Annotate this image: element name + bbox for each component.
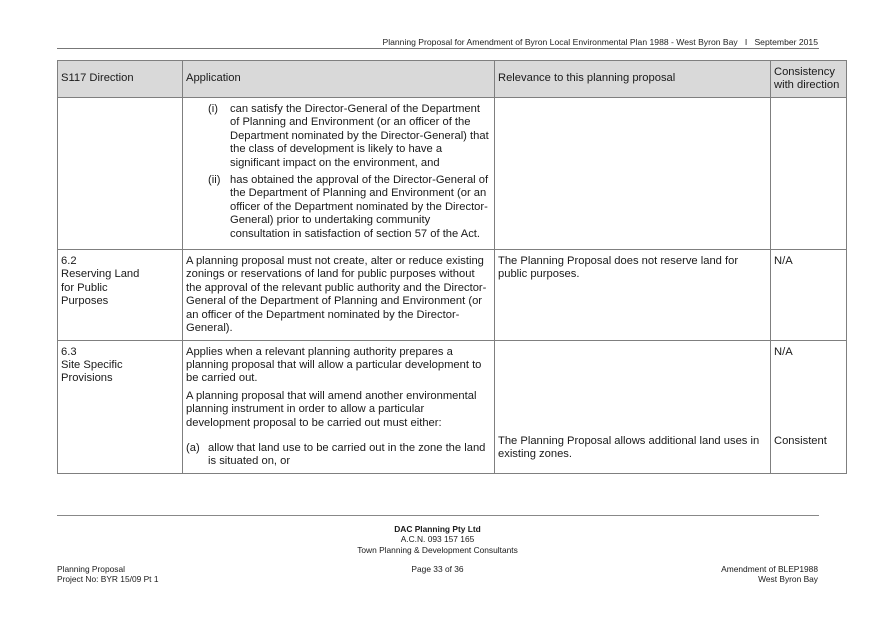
header-title: Planning Proposal for Amendment of Byron Local Environmental Plan 1988 - West Byron Bay [382,37,738,47]
list-item [186,442,491,469]
table-row-6-2 [58,250,847,340]
cell-consistency-6-2: N/A [771,250,847,340]
list-item [186,103,491,170]
cell-relevance-6-3 [495,340,771,473]
list-item [186,174,491,241]
application-paragraph: Applies when a relevant planning authority prepares a planning proposal that will allow a particular development to be carried out. [186,345,482,385]
direction-number: 6.3 [61,345,77,358]
cell-direction-empty [58,98,183,250]
item-text: can satisfy the Director-General of the Department of Planning and Environment (or an officer of the Department nominated by the Director-General) that the class of development is likely to have a significant impact on the environment, and [230,103,489,169]
footer-location: West Byron Bay [758,574,818,585]
cell-application-6-3 [183,340,495,473]
header-separator: I [744,37,748,47]
footer-company-block [0,524,875,555]
consistency-value: Consistent [774,434,827,447]
item-label: (a) [186,441,200,454]
cell-consistency-empty [771,98,847,250]
footer-rule [57,515,819,516]
item-text: allow that land use to be carried out in the zone the land is situated on, or [208,441,486,468]
cell-direction-6-3 [58,340,183,473]
item-label: (i) [208,103,218,115]
footer-doc-type: Planning Proposal [57,564,125,574]
header-rule [57,48,819,49]
header-date: September 2015 [754,37,818,47]
cell-consistency-6-3 [771,340,847,473]
cell-application-continuation [183,98,495,250]
column-header-application: Application [183,61,495,98]
column-header-consistency: Consistency with direction [771,61,847,98]
table-row-6-3 [58,340,847,473]
direction-number: 6.2 [61,255,77,268]
item-text: has obtained the approval of the Director-General of the Department of Planning and Environment (or an officer of the Department nominated by the Director-General) prior to undertaking community consultation in satisfaction of section 57 of the Act. [230,174,489,240]
footer-project-no: Project No: BYR 15/09 Pt 1 [57,574,159,585]
cell-application-6-2: A planning proposal must not create, alter or reduce existing zonings or reservations of land for public purposes without the approval of the relevant public authority and the Director-General of the Department of Planning and Environment (or an officer of the Department nominated by the Director-General). [183,250,495,340]
company-name: DAC Planning Pty Ltd [394,524,481,534]
s117-direction-table [57,60,847,474]
table-header-row [58,61,847,98]
running-header [382,37,818,47]
footer-amendment: Amendment of BLEP1988 [721,564,818,574]
footer-right [721,564,818,585]
consistency-value: N/A [774,345,793,358]
page-number: Page 33 of 36 [411,564,464,574]
company-acn: A.C.N. 093 157 165 [400,534,475,545]
direction-title: Reserving Land for Public Purposes [61,268,140,308]
relevance-text: The Planning Proposal allows additional land uses in existing zones. [498,434,760,460]
application-paragraph: A planning proposal that will amend another environmental planning instrument in order to allow a particular development proposal to be carried out must either: [186,389,477,429]
table-row-continuation [58,98,847,250]
direction-title: Site Specific Provisions [61,358,123,385]
company-tagline: Town Planning & Development Consultants [357,544,518,555]
column-header-direction: S117 Direction [58,61,183,98]
item-label: (ii) [208,174,221,187]
column-header-relevance: Relevance to this planning proposal [495,61,771,98]
cell-relevance-empty [495,98,771,250]
cell-relevance-6-2: The Planning Proposal does not reserve land for public purposes. [495,250,771,340]
cell-direction-6-2 [58,250,183,340]
